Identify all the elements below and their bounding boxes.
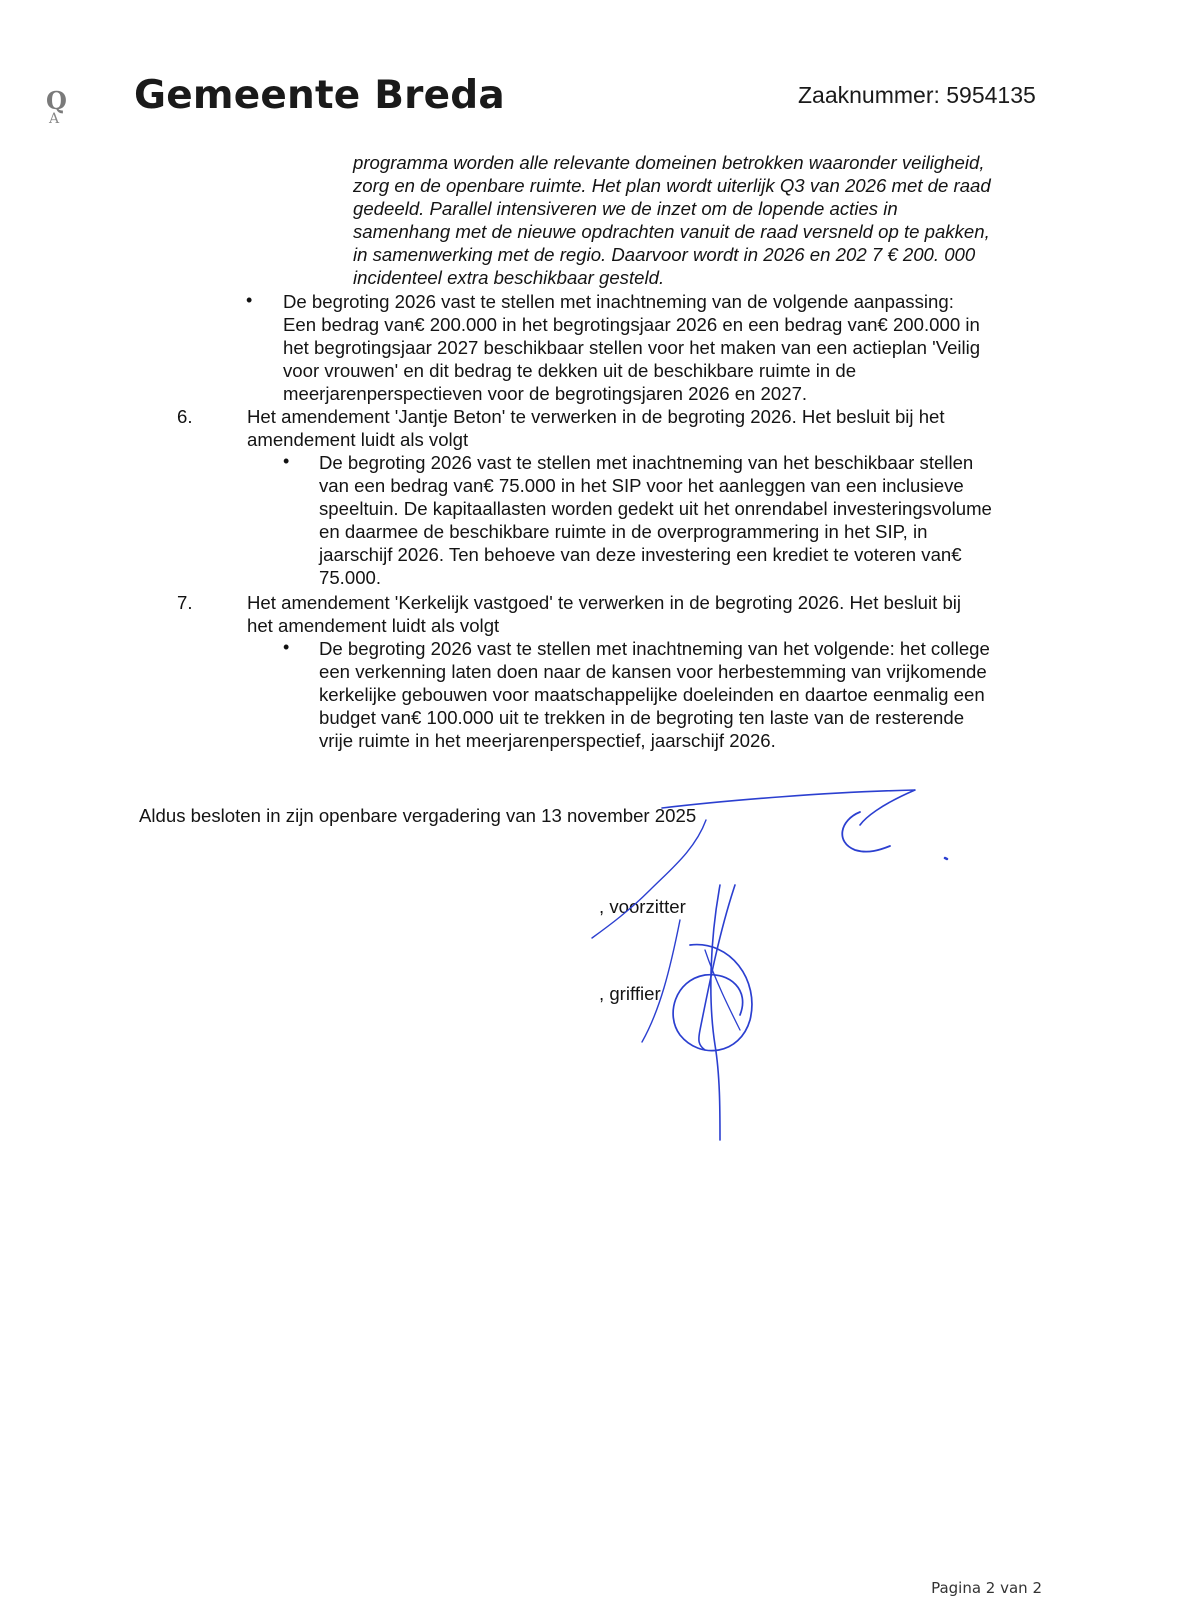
- bullet-a-line: Een bedrag van€ 200.000 in het begrotingsjaar 2026 en een bedrag van€ 200.000 in: [283, 314, 980, 335]
- chair-signature-stroke: [662, 790, 915, 825]
- clerk-signature-stroke: [711, 885, 720, 1140]
- bullet-marker: •: [283, 451, 290, 471]
- continuation-line: in samenwerking met de regio. Daarvoor wordt in 2026 en 202 7 € 200. 000: [353, 244, 976, 265]
- bullet-a-line: De begroting 2026 vast te stellen met inachtneming van de volgende aanpassing:: [283, 291, 954, 312]
- item-7-bullet-line: een verkenning laten doen naar de kansen voor herbestemming van vrijkomende: [319, 661, 987, 682]
- organisation-name: Gemeente Breda: [134, 73, 505, 118]
- item-6-bullet-line: speeltuin. De kapitaallasten worden gedekt uit het onrendabel investeringsvolume: [319, 498, 992, 519]
- bullet-a-line: voor vrouwen' en dit bedrag te dekken uit de beschikbare ruimte in de: [283, 360, 857, 381]
- item-7-bullet-line: budget van€ 100.000 uit te trekken in de begroting ten laste van de resterende: [319, 707, 965, 728]
- continuation-line: gedeeld. Parallel intensiveren we de inzet om de lopende acties in: [353, 198, 898, 219]
- item-6-number: 6.: [177, 406, 193, 427]
- resolution-statement: Aldus besloten in zijn openbare vergadering van 13 november 2025: [139, 805, 697, 826]
- continuation-line: samenhang met de nieuwe opdrachten vanuit de raad versneld op te pakken,: [353, 221, 990, 242]
- item-6-bullet-line: 75.000.: [319, 567, 382, 588]
- clerk-signature-stroke: [673, 945, 752, 1051]
- item-6-bullet-line: van een bedrag van€ 75.000 in het SIP voor het aanleggen van een inclusieve: [319, 475, 964, 496]
- logo-letter-a: A: [49, 111, 60, 127]
- item-6-bullet-line: De begroting 2026 vast te stellen met inachtneming van het beschikbaar stellen: [319, 452, 974, 473]
- item-7-bullet-line: De begroting 2026 vast te stellen met inachtneming van het volgende: het college: [319, 638, 990, 659]
- item-7-number: 7.: [177, 592, 193, 613]
- chair-signature-stroke: [945, 858, 947, 859]
- case-number-label: Zaaknummer:: [798, 82, 940, 108]
- bullet-a-line: het begrotingsjaar 2027 beschikbaar stellen voor het maken van een actieplan 'Veilig: [283, 337, 981, 358]
- item-6-bullet-line: jaarschijf 2026. Ten behoeve van deze investering een krediet te voteren van€: [319, 544, 962, 565]
- bullet-a-line: meerjarenperspectieven voor de begrotingsjaren 2026 en 2027.: [283, 383, 808, 404]
- handwritten-signatures: [580, 780, 970, 1160]
- clerk-label: , griffier: [599, 983, 661, 1004]
- chair-signature-stroke: [592, 820, 706, 938]
- continuation-line: zorg en de openbare ruimte. Het plan wordt uiterlijk Q3 van 2026 met de raad: [353, 175, 991, 196]
- continuation-line: incidenteel extra beschikbaar gesteld.: [353, 267, 665, 288]
- municipality-logo: [40, 84, 100, 134]
- item-7-line: Het amendement 'Kerkelijk vastgoed' te verwerken in de begroting 2026. Het besluit bij: [247, 592, 962, 613]
- bullet-marker: •: [246, 290, 253, 310]
- item-6-bullet-line: en daarmee de beschikbare ruimte in de overprogrammering in het SIP, in: [319, 521, 928, 542]
- item-7-line: het amendement luidt als volgt: [247, 615, 500, 636]
- logo-letter-q: Q: [46, 86, 67, 115]
- page-number: Pagina 2 van 2: [931, 1579, 1042, 1597]
- item-6-line: Het amendement 'Jantje Beton' te verwerken in de begroting 2026. Het besluit bij het: [247, 406, 945, 427]
- continuation-line: programma worden alle relevante domeinen betrokken waaronder veiligheid,: [353, 152, 985, 173]
- item-7-bullet-line: kerkelijke gebouwen voor maatschappelijke doeleinden en daartoe eenmalig een: [319, 684, 985, 705]
- case-number: [798, 82, 1036, 109]
- item-7-bullet-line: vrije ruimte in het meerjarenperspectief, jaarschijf 2026.: [319, 730, 776, 751]
- bullet-marker: •: [283, 637, 290, 657]
- chair-label: , voorzitter: [599, 896, 686, 917]
- case-number-value: 5954135: [946, 82, 1036, 108]
- item-6-line: amendement luidt als volgt: [247, 429, 469, 450]
- clerk-signature-stroke: [699, 885, 735, 1050]
